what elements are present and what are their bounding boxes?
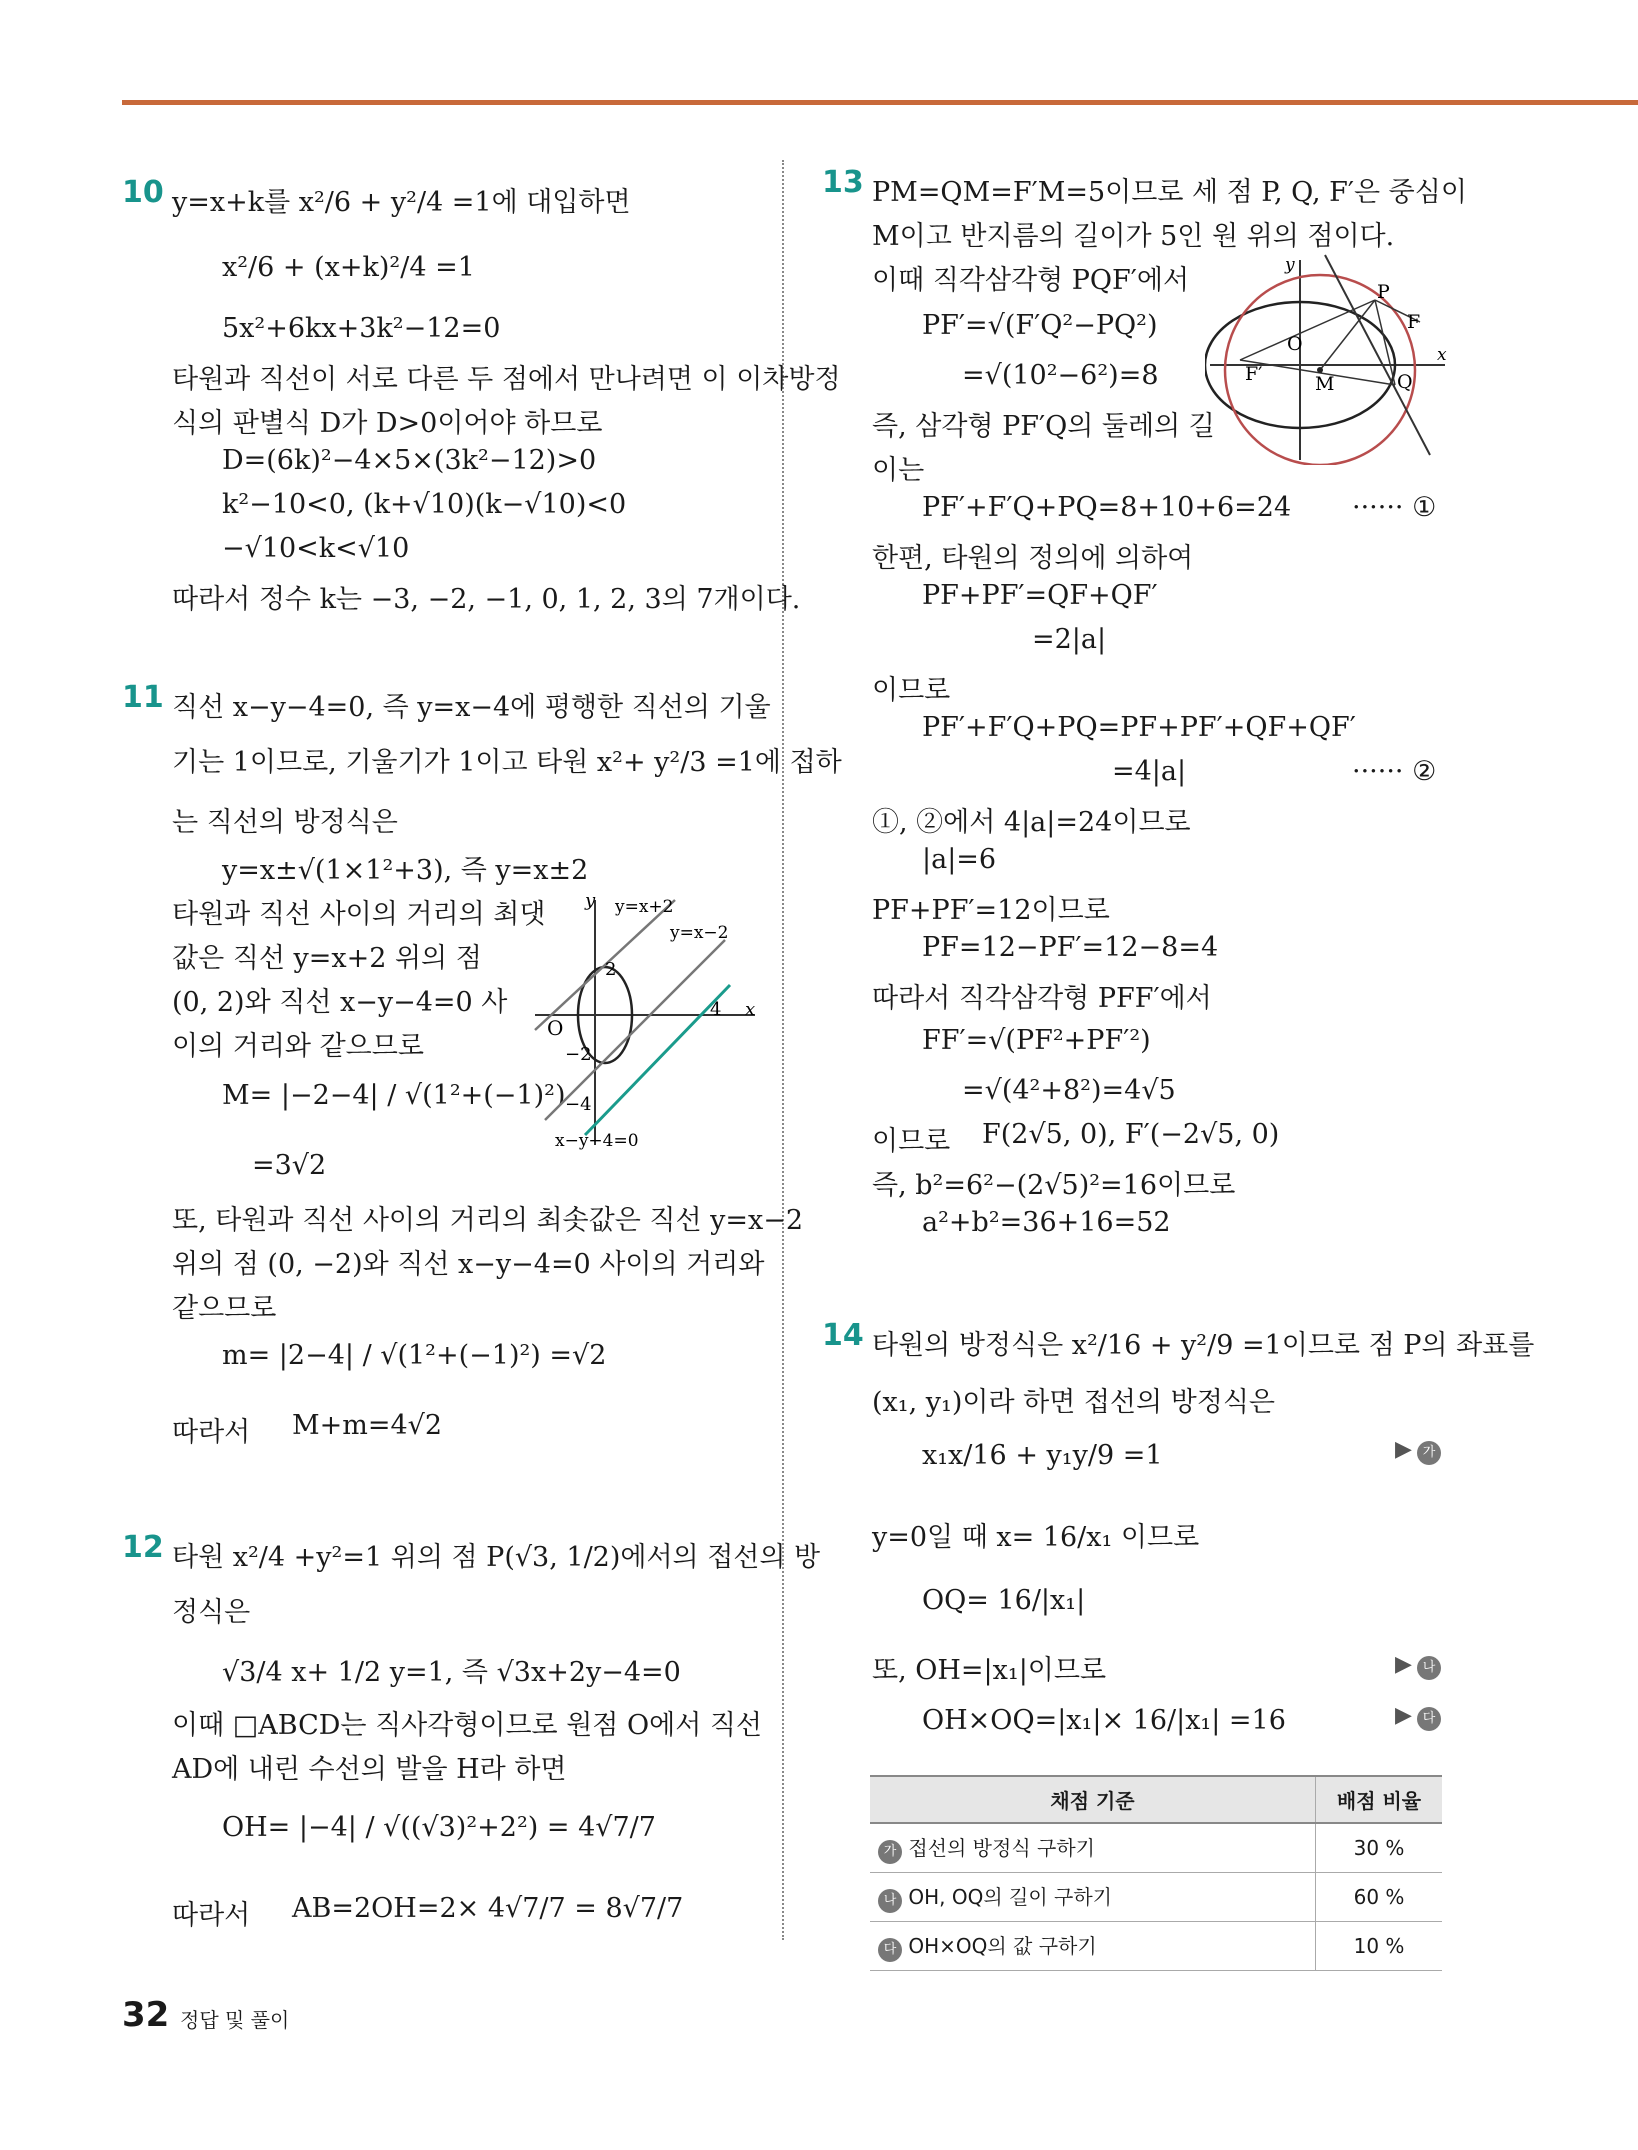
p11-line: 직선 x−y−4=0, 즉 y=x−4에 평행한 직선의 기울 — [172, 692, 771, 723]
p13-line: PF=12−PF′=12−8=4 — [922, 932, 1219, 963]
p13-line: PF′+F′Q+PQ=PF+PF′+QF+QF′ — [922, 712, 1356, 743]
p11-line: 또, 타원과 직선 사이의 거리의 최솟값은 직선 y=x−2 — [172, 1205, 804, 1236]
p10-line: x²/6 + (x+k)²/4 =1 — [222, 252, 475, 283]
p12-line: 타원 x²/4 +y²=1 위의 점 P(√3, 1/2)에서의 접선의 방 — [172, 1542, 821, 1573]
rate-cell: 60 % — [1316, 1873, 1443, 1922]
problem-number: 13 — [822, 165, 864, 200]
p12-line: AD에 내린 수선의 발을 H라 하면 — [172, 1754, 567, 1785]
table-row — [870, 1922, 1442, 1971]
p10-line: −√10<k<√10 — [222, 533, 410, 564]
p11-line: 따라서 — [172, 1417, 251, 1448]
badge-marker — [1395, 1437, 1441, 1465]
p10-line: 타원과 직선이 서로 다른 두 점에서 만나려면 이 이차방정 — [172, 364, 841, 395]
rate-cell: 30 % — [1316, 1823, 1443, 1873]
graph-label: 4 — [710, 999, 722, 1020]
play-icon: ▶ — [1395, 1652, 1412, 1677]
problem-number: 11 — [122, 680, 164, 715]
graph-label: −4 — [565, 1094, 592, 1115]
badge-marker — [1395, 1703, 1441, 1731]
badge: 나 — [878, 1889, 902, 1913]
badge-marker — [1395, 1652, 1441, 1680]
rate-cell: 10 % — [1316, 1922, 1443, 1971]
p13-line: M이고 반지름의 길이가 5인 원 위의 점이다. — [872, 221, 1395, 252]
graph-label: x−y−4=0 — [555, 1131, 639, 1150]
top-rule — [122, 100, 1638, 105]
p10-line: y=x+k를 x²/6 + y²/4 =1에 대입하면 — [172, 187, 631, 218]
p10-line: k²−10<0, (k+√10)(k−√10)<0 — [222, 489, 627, 520]
graph-label: y — [1285, 255, 1295, 275]
p11-line: =3√2 — [252, 1150, 327, 1181]
graph-label: O — [1287, 333, 1303, 355]
p14-line: 또, OH=|x₁|이므로 — [872, 1655, 1107, 1686]
badge: 다 — [878, 1938, 902, 1962]
p10-line: 5x²+6kx+3k²−12=0 — [222, 313, 501, 344]
p10-line: 식의 판별식 D가 D>0이어야 하므로 — [172, 408, 603, 439]
problem-number: 12 — [122, 1530, 164, 1565]
p13-line: a²+b²=36+16=52 — [922, 1207, 1171, 1238]
p14-line: 타원의 방정식은 x²/16 + y²/9 =1이므로 점 P의 좌표를 — [872, 1330, 1535, 1361]
badge-ga: 가 — [1417, 1441, 1441, 1465]
table-row — [870, 1873, 1442, 1922]
graph-label: F — [1407, 311, 1421, 333]
p13-line: =2|a| — [1032, 624, 1107, 655]
p11-line: 같으므로 — [172, 1293, 277, 1324]
graph-label: y=x+2 — [615, 897, 674, 917]
p11-line: 타원과 직선 사이의 거리의 최댓 — [172, 899, 546, 930]
p11-line: 기는 1이므로, 기울기가 1이고 타원 x²+ y²/3 =1에 접하 — [172, 747, 842, 778]
p13-line: PF+PF′=QF+QF′ — [922, 580, 1158, 611]
criteria-text: 접선의 방정식 구하기 — [908, 1836, 1095, 1860]
badge: 가 — [878, 1840, 902, 1864]
graph-label: O — [547, 1016, 564, 1040]
graph-label: M — [1315, 373, 1335, 395]
p11-line: M+m=4√2 — [292, 1410, 443, 1441]
p13-line: 즉, 삼각형 PF′Q의 둘레의 길 — [872, 411, 1215, 442]
p10-line: 따라서 정수 k는 −3, −2, −1, 0, 1, 2, 3의 7개이다. — [172, 584, 801, 615]
p13-line: FF′=√(PF²+PF′²) — [922, 1025, 1151, 1056]
problem-number: 10 — [122, 175, 164, 210]
p13-line: PM=QM=F′M=5이므로 세 점 P, Q, F′은 중심이 — [872, 177, 1467, 208]
p11-line: 는 직선의 방정식은 — [172, 807, 398, 838]
p14-line: OH×OQ=|x₁|× 16/|x₁| =16 — [922, 1705, 1286, 1736]
criteria-text: OH×OQ의 값 구하기 — [908, 1934, 1097, 1958]
p11-line: 위의 점 (0, −2)와 직선 x−y−4=0 사이의 거리와 — [172, 1249, 765, 1280]
footer-title: 정답 및 풀이 — [180, 2008, 290, 2032]
p13-line: PF′=√(F′Q²−PQ²) — [922, 310, 1158, 341]
p11-line: (0, 2)와 직선 x−y−4=0 사 — [172, 987, 508, 1018]
column-divider — [782, 160, 784, 1940]
header-rate: 배점 비율 — [1316, 1776, 1443, 1823]
p13-line: 이는 — [872, 455, 925, 486]
header-criteria: 채점 기준 — [870, 1776, 1316, 1823]
p11-line: 값은 직선 y=x+2 위의 점 — [172, 943, 482, 974]
graph-label: −2 — [565, 1044, 592, 1065]
graph-label: x — [1437, 345, 1447, 365]
p12-line: 따라서 — [172, 1900, 251, 1931]
p14-line: OQ= 16/|x₁| — [922, 1585, 1086, 1616]
p12-line: AB=2OH=2× 4√7/7 = 8√7/7 — [292, 1893, 684, 1924]
p13-line: =√(4²+8²)=4√5 — [962, 1075, 1176, 1106]
p13-line: 즉, b²=6²−(2√5)²=16이므로 — [872, 1170, 1236, 1201]
p13-line: |a|=6 — [922, 844, 997, 875]
graph-label: 2 — [605, 959, 617, 980]
p13-marker: ······ ② — [1352, 756, 1437, 787]
p11-line: y=x±√(1×1²+3), 즉 y=x±2 — [222, 855, 589, 886]
p11-line: M= |−2−4| / √(1²+(−1)²) — [222, 1080, 566, 1111]
p12-line: 이때 □ABCD는 직사각형이므로 원점 O에서 직선 — [172, 1710, 763, 1741]
p13-marker: ······ ① — [1352, 492, 1437, 523]
problem-number: 14 — [822, 1318, 864, 1353]
graph-label: P — [1377, 281, 1390, 303]
play-icon: ▶ — [1395, 1437, 1412, 1462]
p12-line: √3/4 x+ 1/2 y=1, 즉 √3x+2y−4=0 — [222, 1657, 681, 1688]
p13-line: =4|a| — [1112, 756, 1187, 787]
graph-label: Q — [1397, 371, 1413, 393]
p13-line: 이므로 — [872, 1126, 951, 1157]
p10-line: D=(6k)²−4×5×(3k²−12)>0 — [222, 445, 597, 476]
p13-line: ①, ②에서 4|a|=24이므로 — [872, 807, 1191, 838]
graph-label: x — [745, 999, 756, 1020]
p11-line: 이의 거리와 같으므로 — [172, 1031, 424, 1062]
p13-line: F(2√5, 0), F′(−2√5, 0) — [982, 1119, 1280, 1150]
p12-line: 정식은 — [172, 1597, 251, 1628]
play-icon: ▶ — [1395, 1703, 1412, 1728]
p13-line: 따라서 직각삼각형 PFF′에서 — [872, 983, 1212, 1014]
p11-line: m= |2−4| / √(1²+(−1)²) =√2 — [222, 1340, 607, 1371]
p11-graph — [525, 890, 765, 1150]
graph-label: F′ — [1245, 363, 1263, 385]
p14-line: y=0일 때 x= 16/x₁ 이므로 — [872, 1522, 1200, 1553]
p13-line: 이때 직각삼각형 PQF′에서 — [872, 265, 1190, 296]
scoring-table — [870, 1775, 1442, 1971]
p14-line: x₁x/16 + y₁y/9 =1 — [922, 1440, 1163, 1471]
criteria-text: OH, OQ의 길이 구하기 — [908, 1885, 1112, 1909]
p13-line: =√(10²−6²)=8 — [962, 360, 1159, 391]
p14-line: (x₁, y₁)이라 하면 접선의 방정식은 — [872, 1387, 1276, 1418]
badge-da: 다 — [1417, 1707, 1441, 1731]
p13-line: 이므로 — [872, 675, 951, 706]
p13-line: PF+PF′=12이므로 — [872, 895, 1110, 926]
p13-line: PF′+F′Q+PQ=8+10+6=24 — [922, 492, 1292, 523]
p13-line: 한편, 타원의 정의에 의하여 — [872, 543, 1194, 574]
p12-line: OH= |−4| / √((√3)²+2²) = 4√7/7 — [222, 1812, 656, 1843]
graph-label: y — [585, 890, 596, 911]
p13-graph — [1205, 250, 1450, 465]
graph-label: y=x−2 — [670, 923, 729, 943]
page-number: 32 — [122, 1995, 170, 2035]
badge-na: 나 — [1417, 1656, 1441, 1680]
table-row — [870, 1823, 1442, 1873]
